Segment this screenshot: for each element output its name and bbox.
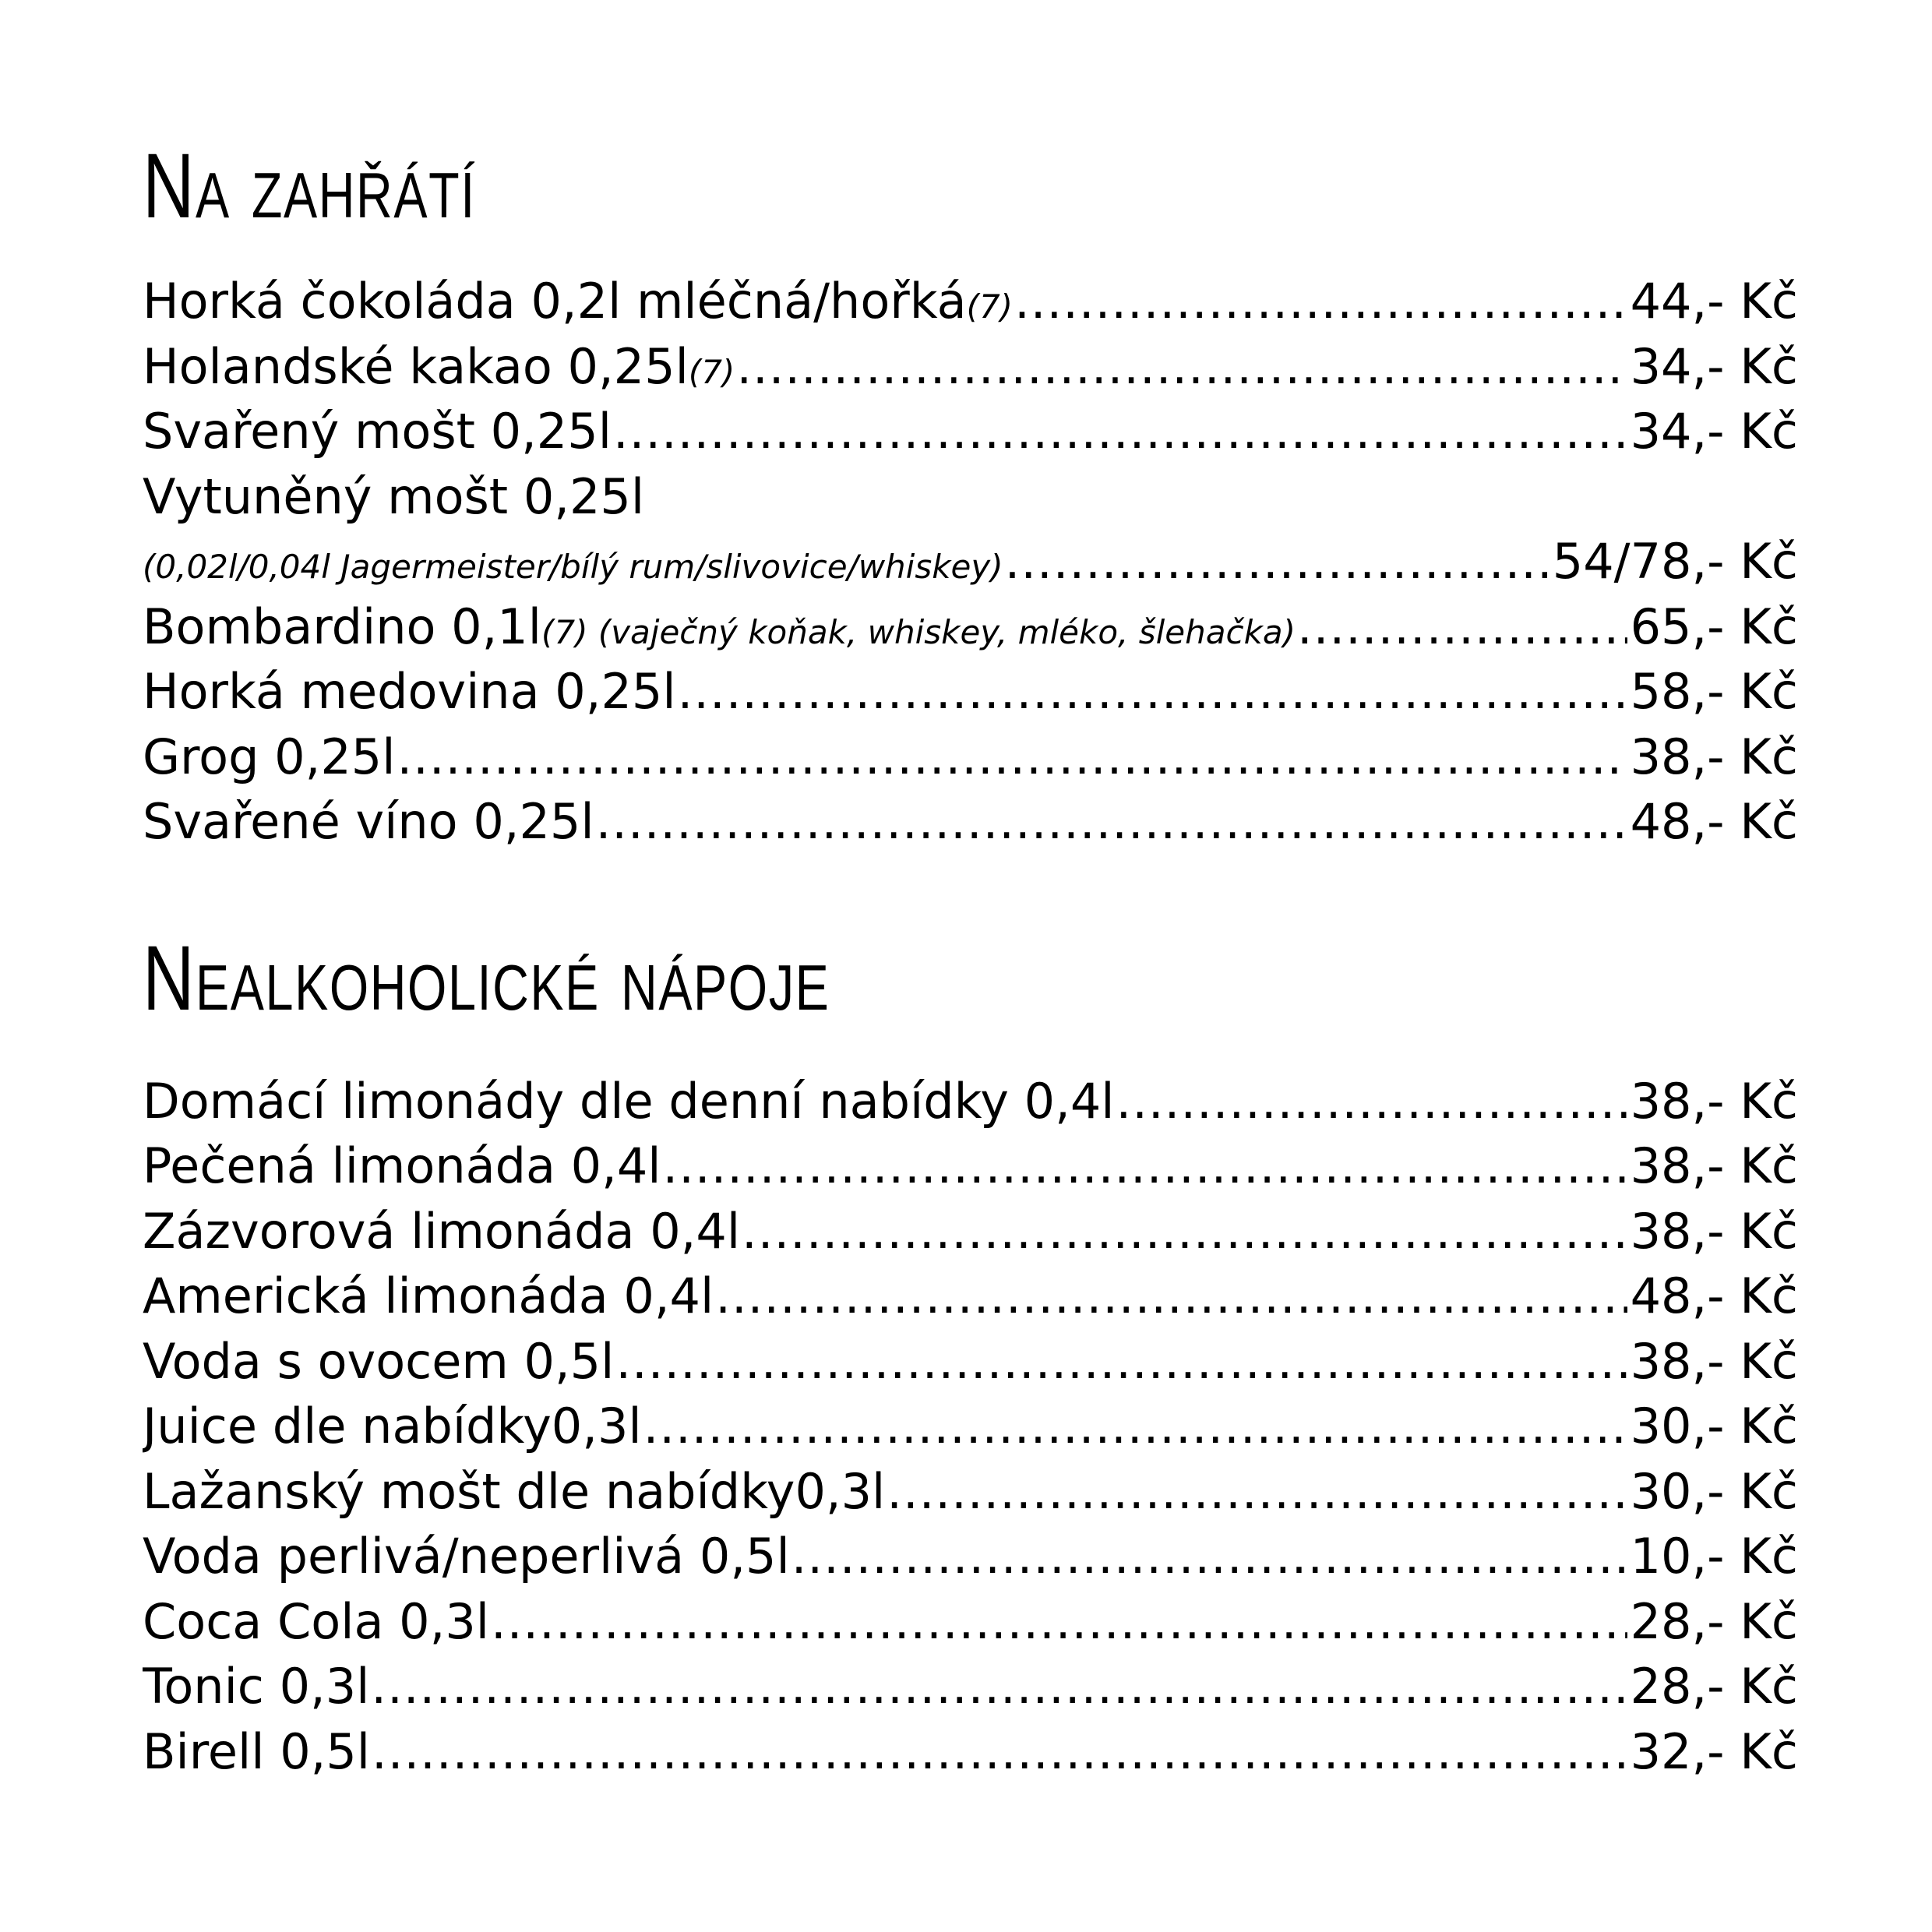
item-name: Tonic 0,3l <box>143 1658 370 1715</box>
item-price: 38,- Kč <box>1630 1137 1798 1194</box>
item-name: Horká čokoláda 0,2l mléčná/hořká <box>143 273 967 330</box>
dot-leader <box>613 399 1627 464</box>
menu-item <box>143 1719 1798 1785</box>
menu-item <box>143 724 1798 790</box>
dot-leader <box>742 1199 1627 1264</box>
item-name: Pečená limonáda 0,4l <box>143 1137 661 1194</box>
menu-item <box>143 594 1798 660</box>
item-price: 32,- Kč <box>1630 1722 1798 1780</box>
dot-leader <box>1005 529 1549 594</box>
menu-item <box>143 334 1798 400</box>
menu-item <box>143 789 1798 855</box>
menu-item <box>143 269 1798 334</box>
dot-leader <box>791 1524 1627 1589</box>
item-note: (7) <box>688 352 735 391</box>
dot-leader <box>1014 269 1627 334</box>
item-name: Bombardino 0,1l <box>143 598 541 655</box>
menu-page <box>143 135 1798 1784</box>
item-name: Lažanský mošt dle nabídky0,3l <box>143 1462 886 1520</box>
item-price: 28,- Kč <box>1630 1592 1798 1650</box>
menu-item <box>143 1654 1798 1719</box>
item-name: Svařené víno 0,25l <box>143 793 594 850</box>
item-price: 58,- Kč <box>1630 663 1798 720</box>
item-price: 38,- Kč <box>1630 1202 1798 1260</box>
item-price: 54/78,- Kč <box>1552 533 1798 590</box>
item-price: 30,- Kč <box>1630 1398 1798 1454</box>
item-name: Grog 0,25l <box>143 728 396 785</box>
section-title-warm-drinks: Na zahřátí <box>143 135 476 238</box>
dot-leader <box>887 1459 1627 1525</box>
dot-leader <box>491 1589 1627 1655</box>
menu-item <box>143 399 1798 464</box>
menu-item <box>143 1069 1798 1134</box>
item-price: 65,- Kč <box>1630 598 1798 655</box>
item-name: Juice dle nabídky0,3l <box>143 1398 642 1454</box>
item-name: Horká medovina 0,25l <box>143 663 676 720</box>
item-name: Holandské kakao 0,25l <box>143 337 689 395</box>
item-price: 10,- Kč <box>1630 1528 1798 1585</box>
menu-item <box>143 659 1798 724</box>
item-name: Voda s ovocem 0,5l <box>143 1332 615 1390</box>
item-price: 44,- Kč <box>1630 273 1798 330</box>
item-name: Voda perlivá/neperlivá 0,5l <box>143 1528 790 1585</box>
item-price: 38,- Kč <box>1630 1072 1798 1130</box>
warm-drinks-list <box>143 269 1798 855</box>
section-title-soft-drinks: Nealkoholické nápoje <box>143 926 830 1030</box>
dot-leader <box>1297 594 1627 660</box>
item-price: 48,- Kč <box>1630 793 1798 850</box>
item-price: 30,- Kč <box>1630 1462 1798 1520</box>
dot-leader <box>736 334 1627 400</box>
dot-leader <box>371 1654 1627 1719</box>
menu-item <box>143 1199 1798 1264</box>
item-name: Americká limonáda 0,4l <box>143 1267 714 1324</box>
item-price: 34,- Kč <box>1630 337 1798 395</box>
menu-item-detail <box>143 529 1798 594</box>
item-name: Coca Cola 0,3l <box>143 1592 489 1650</box>
item-price: 34,- Kč <box>1630 403 1798 460</box>
dot-leader <box>397 724 1627 790</box>
item-price: 38,- Kč <box>1630 1332 1798 1390</box>
menu-item <box>143 1459 1798 1525</box>
item-name: Svařený mošt 0,25l <box>143 403 612 460</box>
item-note: (7) (vaječný koňak, whiskey, mléko, šlehačka) <box>541 612 1296 651</box>
item-price: 28,- Kč <box>1630 1658 1798 1715</box>
item-name: Vytuněný mošt 0,25l <box>143 467 645 525</box>
menu-item <box>143 1264 1798 1329</box>
dot-leader <box>715 1264 1627 1329</box>
item-price: 38,- Kč <box>1630 728 1798 785</box>
dot-leader <box>372 1719 1627 1785</box>
item-note: (0,02l/0,04l Jagermeister/bílý rum/slivovice/whiskey) <box>143 548 1003 586</box>
item-note: (7) <box>966 287 1014 326</box>
item-name: Domácí limonády dle denní nabídky 0,4l <box>143 1072 1115 1130</box>
menu-item <box>143 1329 1798 1394</box>
menu-item <box>143 1394 1798 1459</box>
dot-leader <box>643 1394 1627 1459</box>
menu-item <box>143 1589 1798 1655</box>
item-name: Birell 0,5l <box>143 1722 371 1780</box>
dot-leader <box>678 659 1627 724</box>
item-name: Zázvorová limonáda 0,4l <box>143 1202 741 1260</box>
soft-drinks-list <box>143 1069 1798 1785</box>
section-spacer <box>143 855 1798 933</box>
menu-item <box>143 464 1798 530</box>
menu-item <box>143 1524 1798 1589</box>
dot-leader <box>596 789 1627 855</box>
dot-leader <box>1116 1069 1627 1134</box>
item-price: 48,- Kč <box>1630 1267 1798 1324</box>
dot-leader <box>615 1329 1627 1394</box>
menu-item <box>143 1133 1798 1199</box>
dot-leader <box>663 1133 1627 1199</box>
